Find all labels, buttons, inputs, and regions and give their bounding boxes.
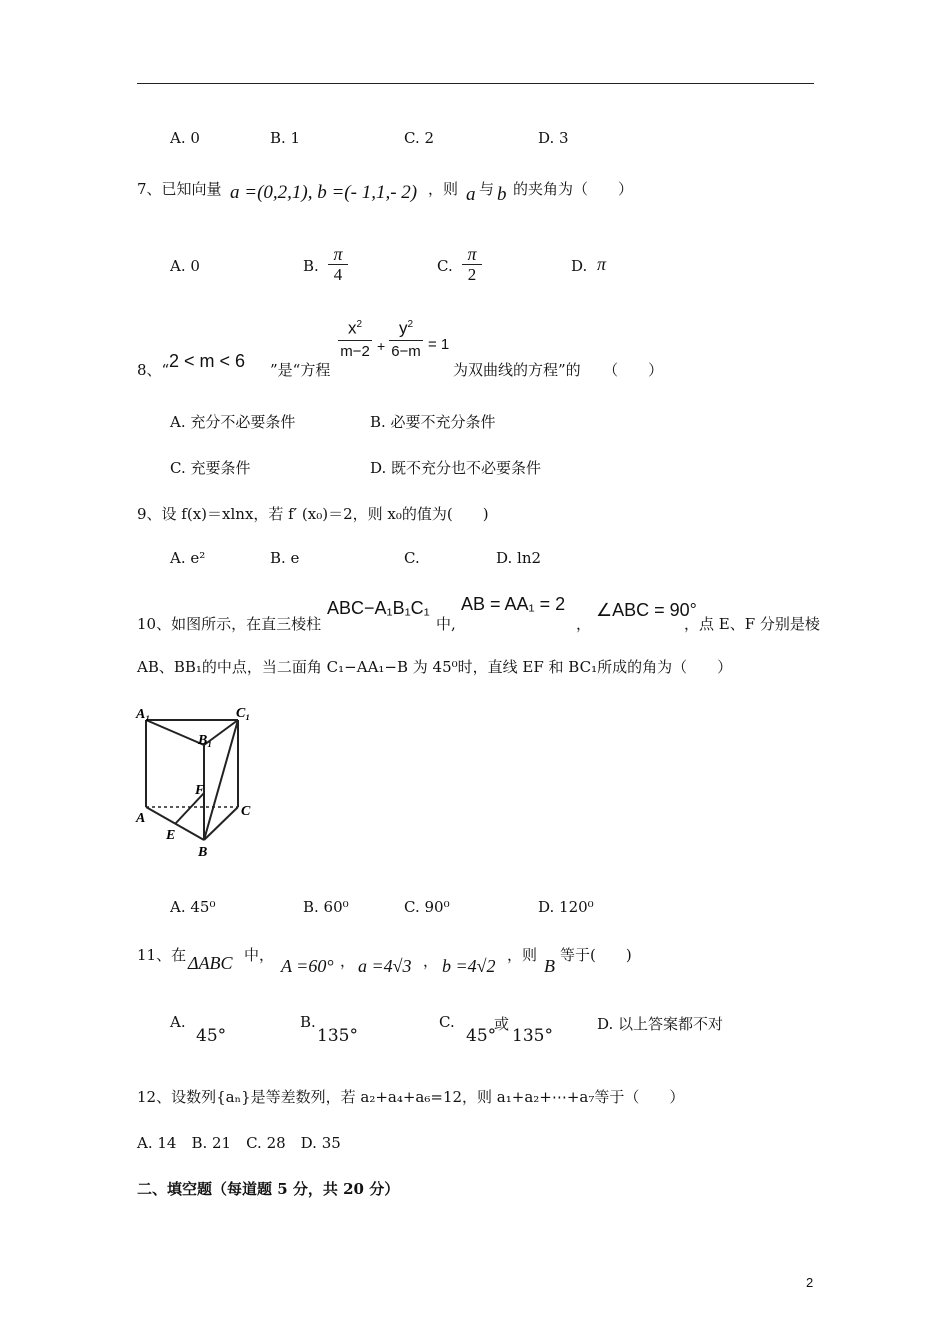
q11-option-c-value2: 135° [512, 1026, 553, 1046]
q6-option-b: B. 1 [270, 129, 301, 147]
q8-frac2: $y^2$ 6−m [389, 314, 423, 363]
q10-eq1: AB = AA₁ = 2 [461, 594, 566, 614]
q11-prefix: 11、在 [137, 946, 187, 964]
q11-option-c-label: C. [439, 1013, 455, 1031]
prism-edges [146, 720, 238, 840]
q10-option-d: D. 120⁰ [538, 898, 594, 916]
q8-option-a: A. 充分不必要条件 [170, 413, 296, 431]
prism-figure [132, 700, 262, 860]
q7-yu: 与 [479, 180, 495, 198]
q10-eq2: ∠ABC = 90° [596, 600, 697, 620]
q11-comma-2: ， [423, 952, 439, 970]
q11-b-var: B [544, 956, 555, 976]
label-f: F [195, 783, 205, 798]
label-b: B [198, 845, 208, 860]
header-rule [137, 83, 814, 84]
q11-option-c-value1: 45° [466, 1026, 497, 1046]
q7-c-num: π [467, 244, 477, 264]
q7-option-c-fraction [462, 244, 482, 285]
q7-b: b [497, 184, 507, 205]
q8-frac1: $x^2$ m−2 [338, 314, 372, 363]
q11-option-d: D. 以上答案都不对 [597, 1015, 724, 1033]
q9-option-b: B. e [270, 549, 300, 567]
q11-zhong: 中， [244, 946, 275, 964]
q8-frac1-den: m−2 [338, 340, 372, 363]
q11-option-b-value: 135° [317, 1026, 358, 1046]
q7-b-num: π [333, 244, 343, 264]
q9-option-c: C. [404, 549, 420, 567]
q7-b-den: 4 [328, 264, 348, 285]
q11-option-c-or: 或 [494, 1015, 510, 1033]
q8-eq: = 1 [428, 336, 450, 353]
q6-option-c: C. 2 [404, 129, 435, 147]
q8-condition: 2 < m < 6 [169, 351, 246, 371]
label-e: E [166, 828, 176, 843]
q8-mid: ”是“方程 [270, 361, 331, 379]
q12-stem: 12、设数列{aₙ}是等差数列，若 a₂+a₄+a₆=12，则 a₁+a₂+⋯+a₇等于（ ） [137, 1088, 685, 1106]
q8-plus: + [377, 338, 386, 354]
q6-option-a: A. 0 [170, 129, 200, 147]
q9-option-a: A. e² [170, 549, 206, 567]
q7-option-b-fraction [328, 244, 348, 285]
q7-vectors: a =(0,2,1), b =(- 1,1,- 2) [230, 182, 418, 203]
q11-side-b: b =4√2 [442, 956, 496, 976]
q6-option-d: D. 3 [538, 129, 569, 147]
q7-option-d-label: D. [571, 257, 588, 275]
q12-options: A. 14 B. 21 C. 28 D. 35 [137, 1134, 341, 1152]
q7-a: a [466, 184, 476, 205]
q10-option-c: C. 90⁰ [404, 898, 450, 916]
label-b1: B₁ [198, 733, 213, 748]
q11-option-b-label: B. [300, 1013, 316, 1031]
label-c1: C₁ [236, 706, 251, 721]
label-a: A [136, 811, 146, 826]
label-c: C [241, 804, 251, 819]
q8-option-b: B. 必要不充分条件 [370, 413, 496, 431]
q8-frac2-num: y [398, 318, 408, 338]
q10-comma: ， [576, 615, 592, 633]
q7-mid: ，则 [428, 180, 459, 198]
q10-suffix: ，点 E、F 分别是棱 [684, 615, 820, 633]
section-2-heading: 二、填空题（每道题 5 分，共 20 分） [137, 1180, 400, 1198]
q7-option-b-label: B. [303, 257, 319, 275]
q7-prefix: 7、已知向量 [137, 180, 222, 198]
q7-option-d-value: π [597, 254, 607, 274]
q11-side-a: a =4√3 [358, 956, 412, 976]
q8-suffix: 为双曲线的方程”的 （ ） [453, 361, 664, 379]
q8-frac1-num: x [347, 318, 357, 338]
q11-angle-a: A =60° [281, 956, 334, 976]
q9-stem: 9、设 f(x)＝xlnx，若 f′ (x₀)＝2，则 x₀的值为( ) [137, 505, 489, 523]
q10-mid: 中, [436, 615, 456, 633]
q8-frac2-den: 6−m [389, 340, 423, 363]
q11-triangle: ΔABC [188, 953, 233, 973]
q7-option-a: A. 0 [170, 257, 200, 275]
q10-option-b: B. 60⁰ [303, 898, 349, 916]
q11-option-a-value: 45° [196, 1026, 227, 1046]
label-a1: A₁ [136, 707, 151, 722]
q7-c-den: 2 [462, 264, 482, 285]
q10-option-a: A. 45⁰ [170, 898, 216, 916]
q10-prefix: 10、如图所示，在直三棱柱 [137, 615, 322, 633]
q11-ze: ，则 [507, 946, 538, 964]
q8-option-c: C. 充要条件 [170, 459, 251, 477]
page-number: 2 [806, 1275, 814, 1290]
q8-prefix: 8、“ [137, 361, 170, 379]
q8-option-d: D. 既不充分也不必要条件 [370, 459, 542, 477]
q10-line2: AB、BB₁的中点，当二面角 C₁−AA₁−B 为 45⁰时，直线 EF 和 BC₁所成的角为（ ） [137, 658, 733, 676]
q10-prism: ABC−A₁B₁C₁ [327, 598, 430, 618]
q11-option-a-label: A. [170, 1013, 186, 1031]
q11-comma-1: ， [340, 952, 356, 970]
q7-suffix: 的夹角为（ ） [513, 180, 634, 198]
q11-suffix: 等于( ) [560, 946, 632, 964]
q9-option-d: D. ln2 [496, 549, 542, 567]
q7-option-c-label: C. [437, 257, 453, 275]
